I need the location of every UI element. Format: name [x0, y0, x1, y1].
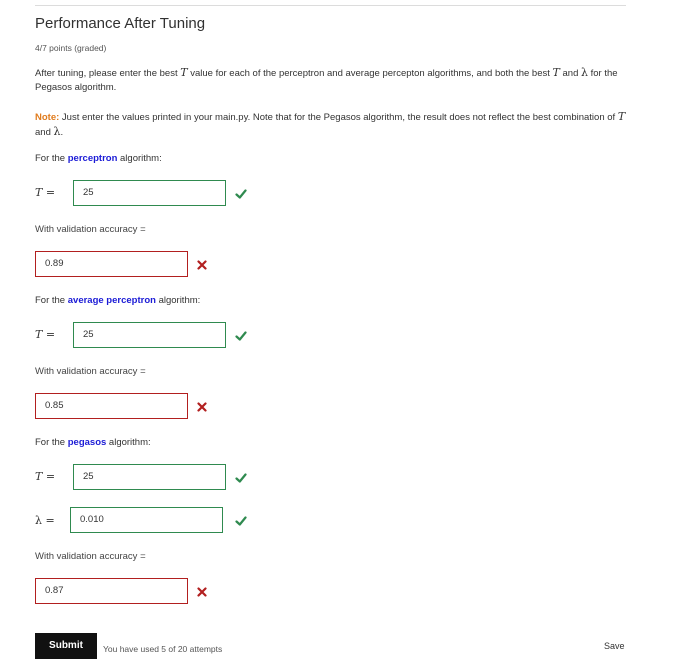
- perceptron-header: [35, 153, 162, 164]
- note-and: and: [35, 127, 54, 138]
- attempts-text: You have used 5 of 20 attempts: [103, 644, 223, 654]
- math-T: T: [617, 110, 626, 123]
- cross-icon: [197, 587, 207, 597]
- checkmark-icon: [235, 472, 247, 484]
- intro-text-2: value for each of the perceptron and average percepton algorithms, and both the best: [187, 68, 553, 79]
- average-perceptron-accuracy-input[interactable]: 0.85: [35, 393, 188, 419]
- algorithm-name: perceptron: [67, 153, 118, 164]
- intro-text-3: for the Pegasos algorithm.: [35, 68, 618, 93]
- perceptron-t-input[interactable]: 25: [73, 180, 226, 206]
- points-graded: 4/7 points (graded): [35, 43, 107, 53]
- t-label: T =: [35, 328, 56, 341]
- problem-title: Performance After Tuning: [35, 15, 206, 32]
- algorithm-name: average perceptron: [67, 295, 156, 306]
- header-prefix: For the: [35, 437, 68, 448]
- validation-accuracy-label: With validation accuracy =: [35, 224, 146, 235]
- t-label: T =: [35, 470, 56, 483]
- math-T: T: [180, 66, 188, 79]
- average-perceptron-header: [35, 295, 200, 306]
- t-label: T =: [35, 186, 56, 199]
- cross-icon: [197, 260, 207, 270]
- problem-note: [35, 110, 630, 140]
- checkmark-icon: [235, 330, 247, 342]
- note-text: Just enter the values printed in your main.py. Note that for the Pegasos algorithm, the result does not reflect the best combination of: [59, 112, 618, 123]
- perceptron-accuracy-input[interactable]: 0.89: [35, 251, 188, 277]
- top-divider: [35, 5, 626, 6]
- average-perceptron-t-input[interactable]: 25: [73, 322, 226, 348]
- math-lambda: λ: [53, 125, 61, 138]
- problem-intro: [35, 66, 630, 95]
- note-label: Note:: [35, 112, 60, 123]
- validation-accuracy-label: With validation accuracy =: [35, 366, 146, 377]
- header-suffix: algorithm:: [155, 295, 201, 306]
- header-suffix: algorithm:: [106, 437, 151, 448]
- header-suffix: algorithm:: [117, 153, 162, 164]
- submit-button[interactable]: Submit: [35, 633, 97, 659]
- pegasos-header: [35, 437, 151, 448]
- math-lambda: λ: [581, 66, 588, 79]
- header-prefix: For the: [35, 153, 68, 164]
- note-end: .: [60, 127, 64, 138]
- checkmark-icon: [235, 515, 247, 527]
- save-button[interactable]: Save: [604, 641, 625, 651]
- pegasos-lambda-input[interactable]: 0.010: [70, 507, 223, 533]
- pegasos-accuracy-input[interactable]: 0.87: [35, 578, 188, 604]
- checkmark-icon: [235, 188, 247, 200]
- intro-text-1: After tuning, please enter the best: [35, 68, 181, 79]
- validation-accuracy-label: With validation accuracy =: [35, 551, 146, 562]
- pegasos-t-input[interactable]: 25: [73, 464, 226, 490]
- lambda-label: λ =: [35, 514, 55, 527]
- intro-and: and: [559, 68, 581, 79]
- cross-icon: [197, 402, 207, 412]
- algorithm-name: pegasos: [67, 437, 107, 448]
- header-prefix: For the: [35, 295, 68, 306]
- math-T: T: [552, 66, 560, 79]
